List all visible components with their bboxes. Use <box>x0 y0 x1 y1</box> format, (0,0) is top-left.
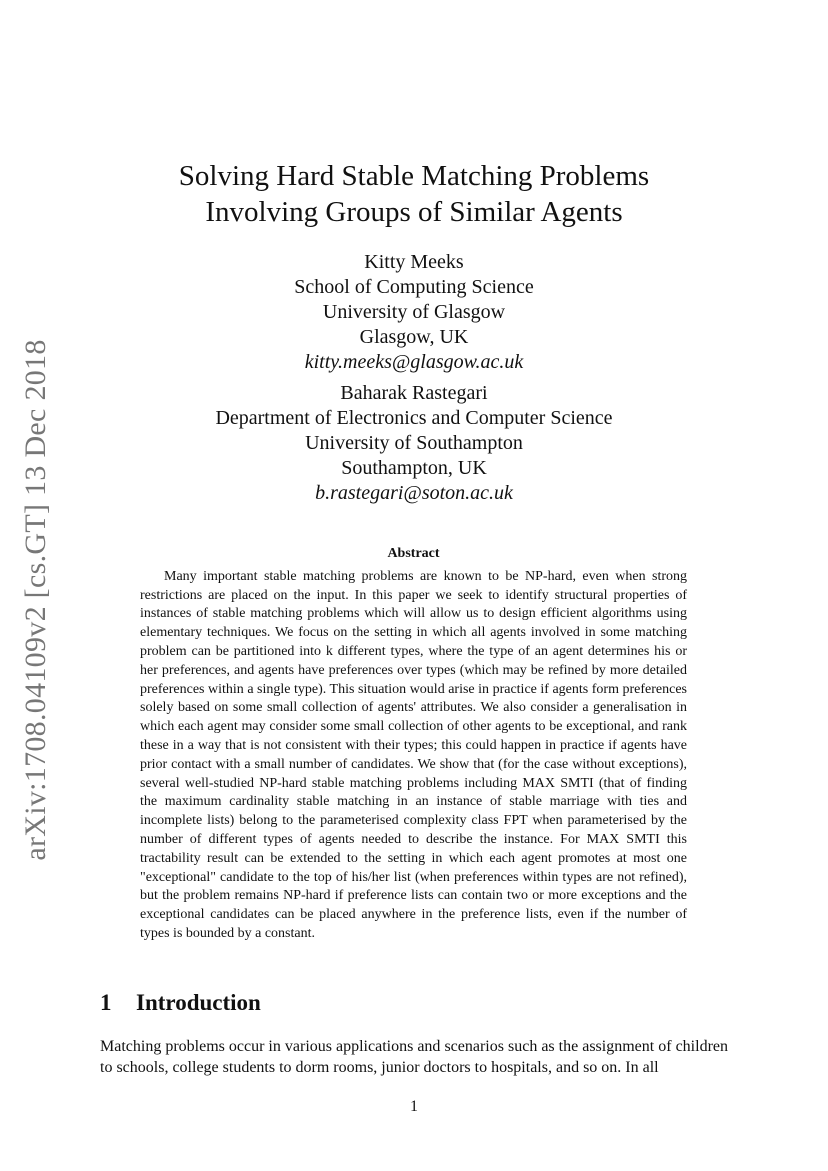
author-location: Southampton, UK <box>341 457 487 479</box>
author-email: kitty.meeks@glasgow.ac.uk <box>304 351 524 373</box>
author-location: Glasgow, UK <box>359 326 469 348</box>
section-heading <box>100 990 261 1016</box>
abstract-heading: Abstract <box>387 546 440 561</box>
paper-title <box>0 158 828 230</box>
author-department: School of Computing Science <box>294 276 534 298</box>
section-title: Introduction <box>136 990 261 1015</box>
author-2 <box>0 381 828 506</box>
author-email: b.rastegari@soton.ac.uk <box>315 482 513 504</box>
page-number: 1 <box>410 1098 418 1115</box>
title-line-2: Involving Groups of Similar Agents <box>205 196 623 228</box>
abstract-text: Many important stable matching problems are known to be NP-hard, even when strong restrictions are placed on the input. In this paper we seek to identify structural properties of instances of stable matching problems which will allow us to design efficient algorithms using elementary techniques. We focus on the setting in which all agents involved in some matching problem can be partitioned into k different types, where the type of an agent determines his or her preferences, and agents have preferences over types (which may be refined by more detailed preferences within a single type). This situation would arise in practice if agents form preferences solely based on some small collection of agents' attributes. We also consider a generalisation in which each agent may consider some small collection of other agents to be exceptional, and rank these in a way that is not consistent with their types; this could happen in practice if agents have prior contact with a small number of candidates. We show that (for the case without exceptions), several well-studied NP-hard stable matching problems including MAX SMTI (that of finding the maximum cardinality stable matching in an instance of stable marriage with ties and incomplete lists) belong to the parameterised complexity class FPT when parameterised by the number of different types of agents needed to describe the instance. For MAX SMTI this tractability result can be extended to the setting in which each agent promotes at most one "exceptional" candidate to the top of his/her list (when preferences within types are not refined), but the problem remains NP-hard if preference lists can contain two or more exceptions and the exceptional candidates can be placed anywhere in the preference lists, even if the number of types is bounded by a constant. <box>140 568 687 941</box>
abstract <box>140 545 687 944</box>
author-block <box>0 250 828 506</box>
arxiv-identifier: arXiv:1708.04109v2 [cs.GT] 13 Dec 2018 <box>19 339 52 861</box>
intro-paragraph: Matching problems occur in various applications and scenarios such as the assignment of children to schools, college students to dorm rooms, junior doctors to hospitals, and so on. In all <box>100 1038 728 1076</box>
section-number: 1 <box>100 990 112 1015</box>
title-line-1: Solving Hard Stable Matching Problems <box>178 160 650 192</box>
author-name: Kitty Meeks <box>364 251 464 273</box>
author-university: University of Glasgow <box>322 301 506 323</box>
author-name: Baharak Rastegari <box>340 382 488 404</box>
author-university: University of Southampton <box>305 432 523 454</box>
author-1 <box>0 250 828 375</box>
author-department: Department of Electronics and Computer Science <box>215 407 613 429</box>
